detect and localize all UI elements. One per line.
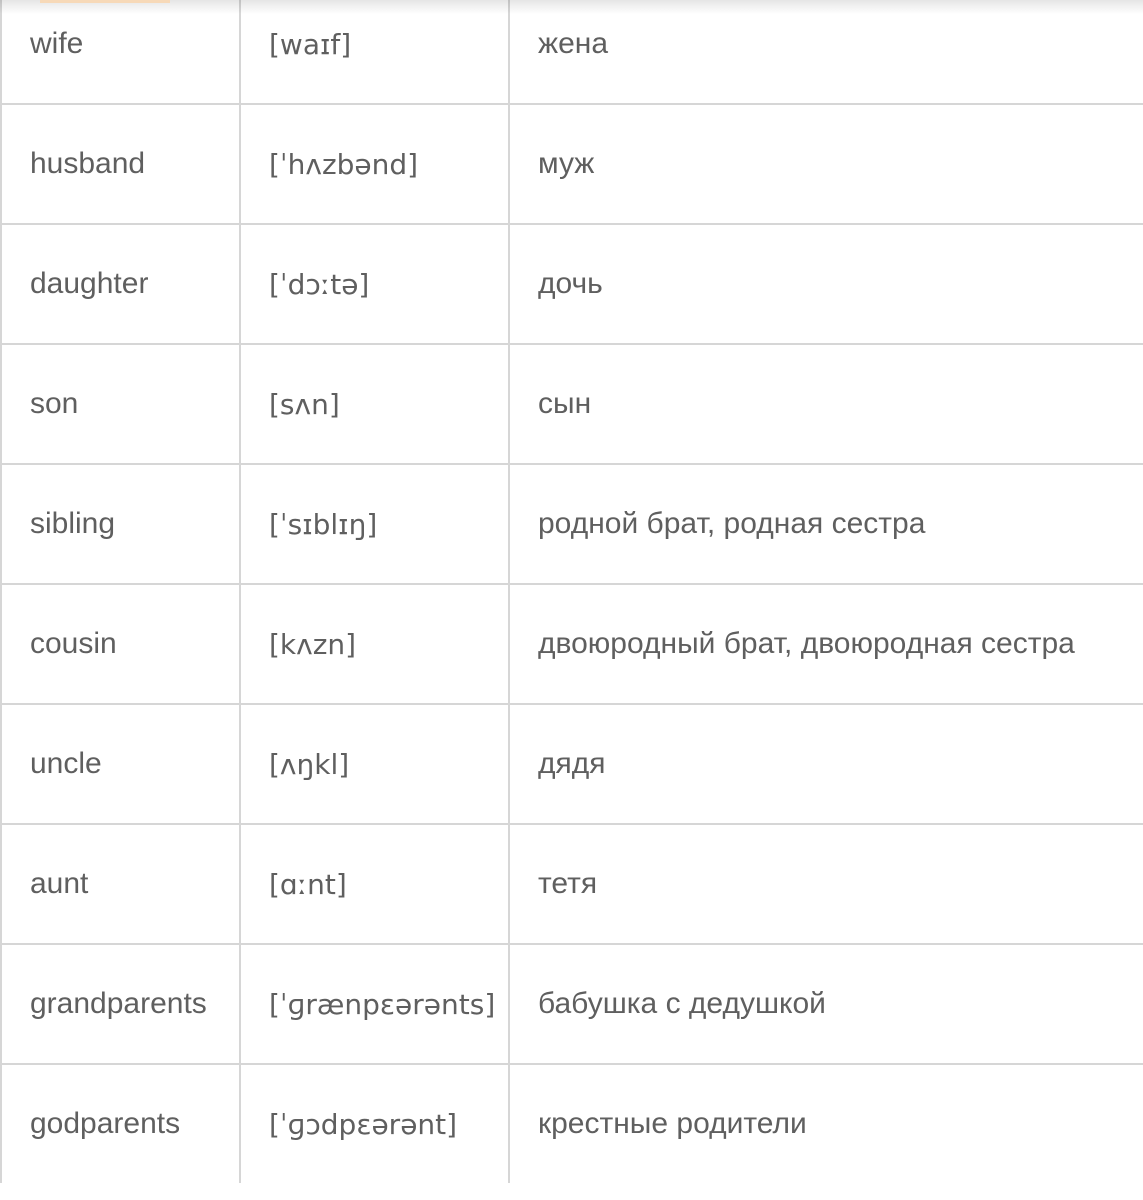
word-cell: husband [1,104,240,224]
translation-cell: жена [509,0,1143,104]
table-row [1,0,1143,104]
table-row [1,944,1143,1064]
top-accent-bar [40,0,170,3]
table-row [1,1064,1143,1183]
transcription-cell: [ɑːnt] [240,824,509,944]
translation-cell: дядя [509,704,1143,824]
word-cell: uncle [1,704,240,824]
transcription-cell: [ˈhʌzbənd] [240,104,509,224]
translation-cell: тетя [509,824,1143,944]
table-row [1,464,1143,584]
word-cell: cousin [1,584,240,704]
word-cell: daughter [1,224,240,344]
word-cell: wife [1,0,240,104]
transcription-cell: [ˈɡrænpɛərənts] [240,944,509,1064]
translation-cell: сын [509,344,1143,464]
transcription-cell: [sʌn] [240,344,509,464]
translation-cell: крестные родители [509,1064,1143,1183]
translation-cell: двоюродный брат, двоюродная сестра [509,584,1143,704]
word-cell: grandparents [1,944,240,1064]
transcription-cell: [ˈɡɔdpɛərənt] [240,1064,509,1183]
table-row [1,824,1143,944]
transcription-cell: [ˈdɔːtə] [240,224,509,344]
table-row [1,224,1143,344]
word-cell: aunt [1,824,240,944]
translation-cell: родной брат, родная сестра [509,464,1143,584]
transcription-cell: [kʌzn] [240,584,509,704]
table-row [1,104,1143,224]
table-row [1,704,1143,824]
translation-cell: дочь [509,224,1143,344]
transcription-cell: [waɪf] [240,0,509,104]
table-row [1,584,1143,704]
table-row [1,344,1143,464]
transcription-cell: [ʌŋkl] [240,704,509,824]
word-cell: son [1,344,240,464]
word-cell: sibling [1,464,240,584]
translation-cell: муж [509,104,1143,224]
word-cell: godparents [1,1064,240,1183]
translation-cell: бабушка с дедушкой [509,944,1143,1064]
transcription-cell: [ˈsɪblɪŋ] [240,464,509,584]
